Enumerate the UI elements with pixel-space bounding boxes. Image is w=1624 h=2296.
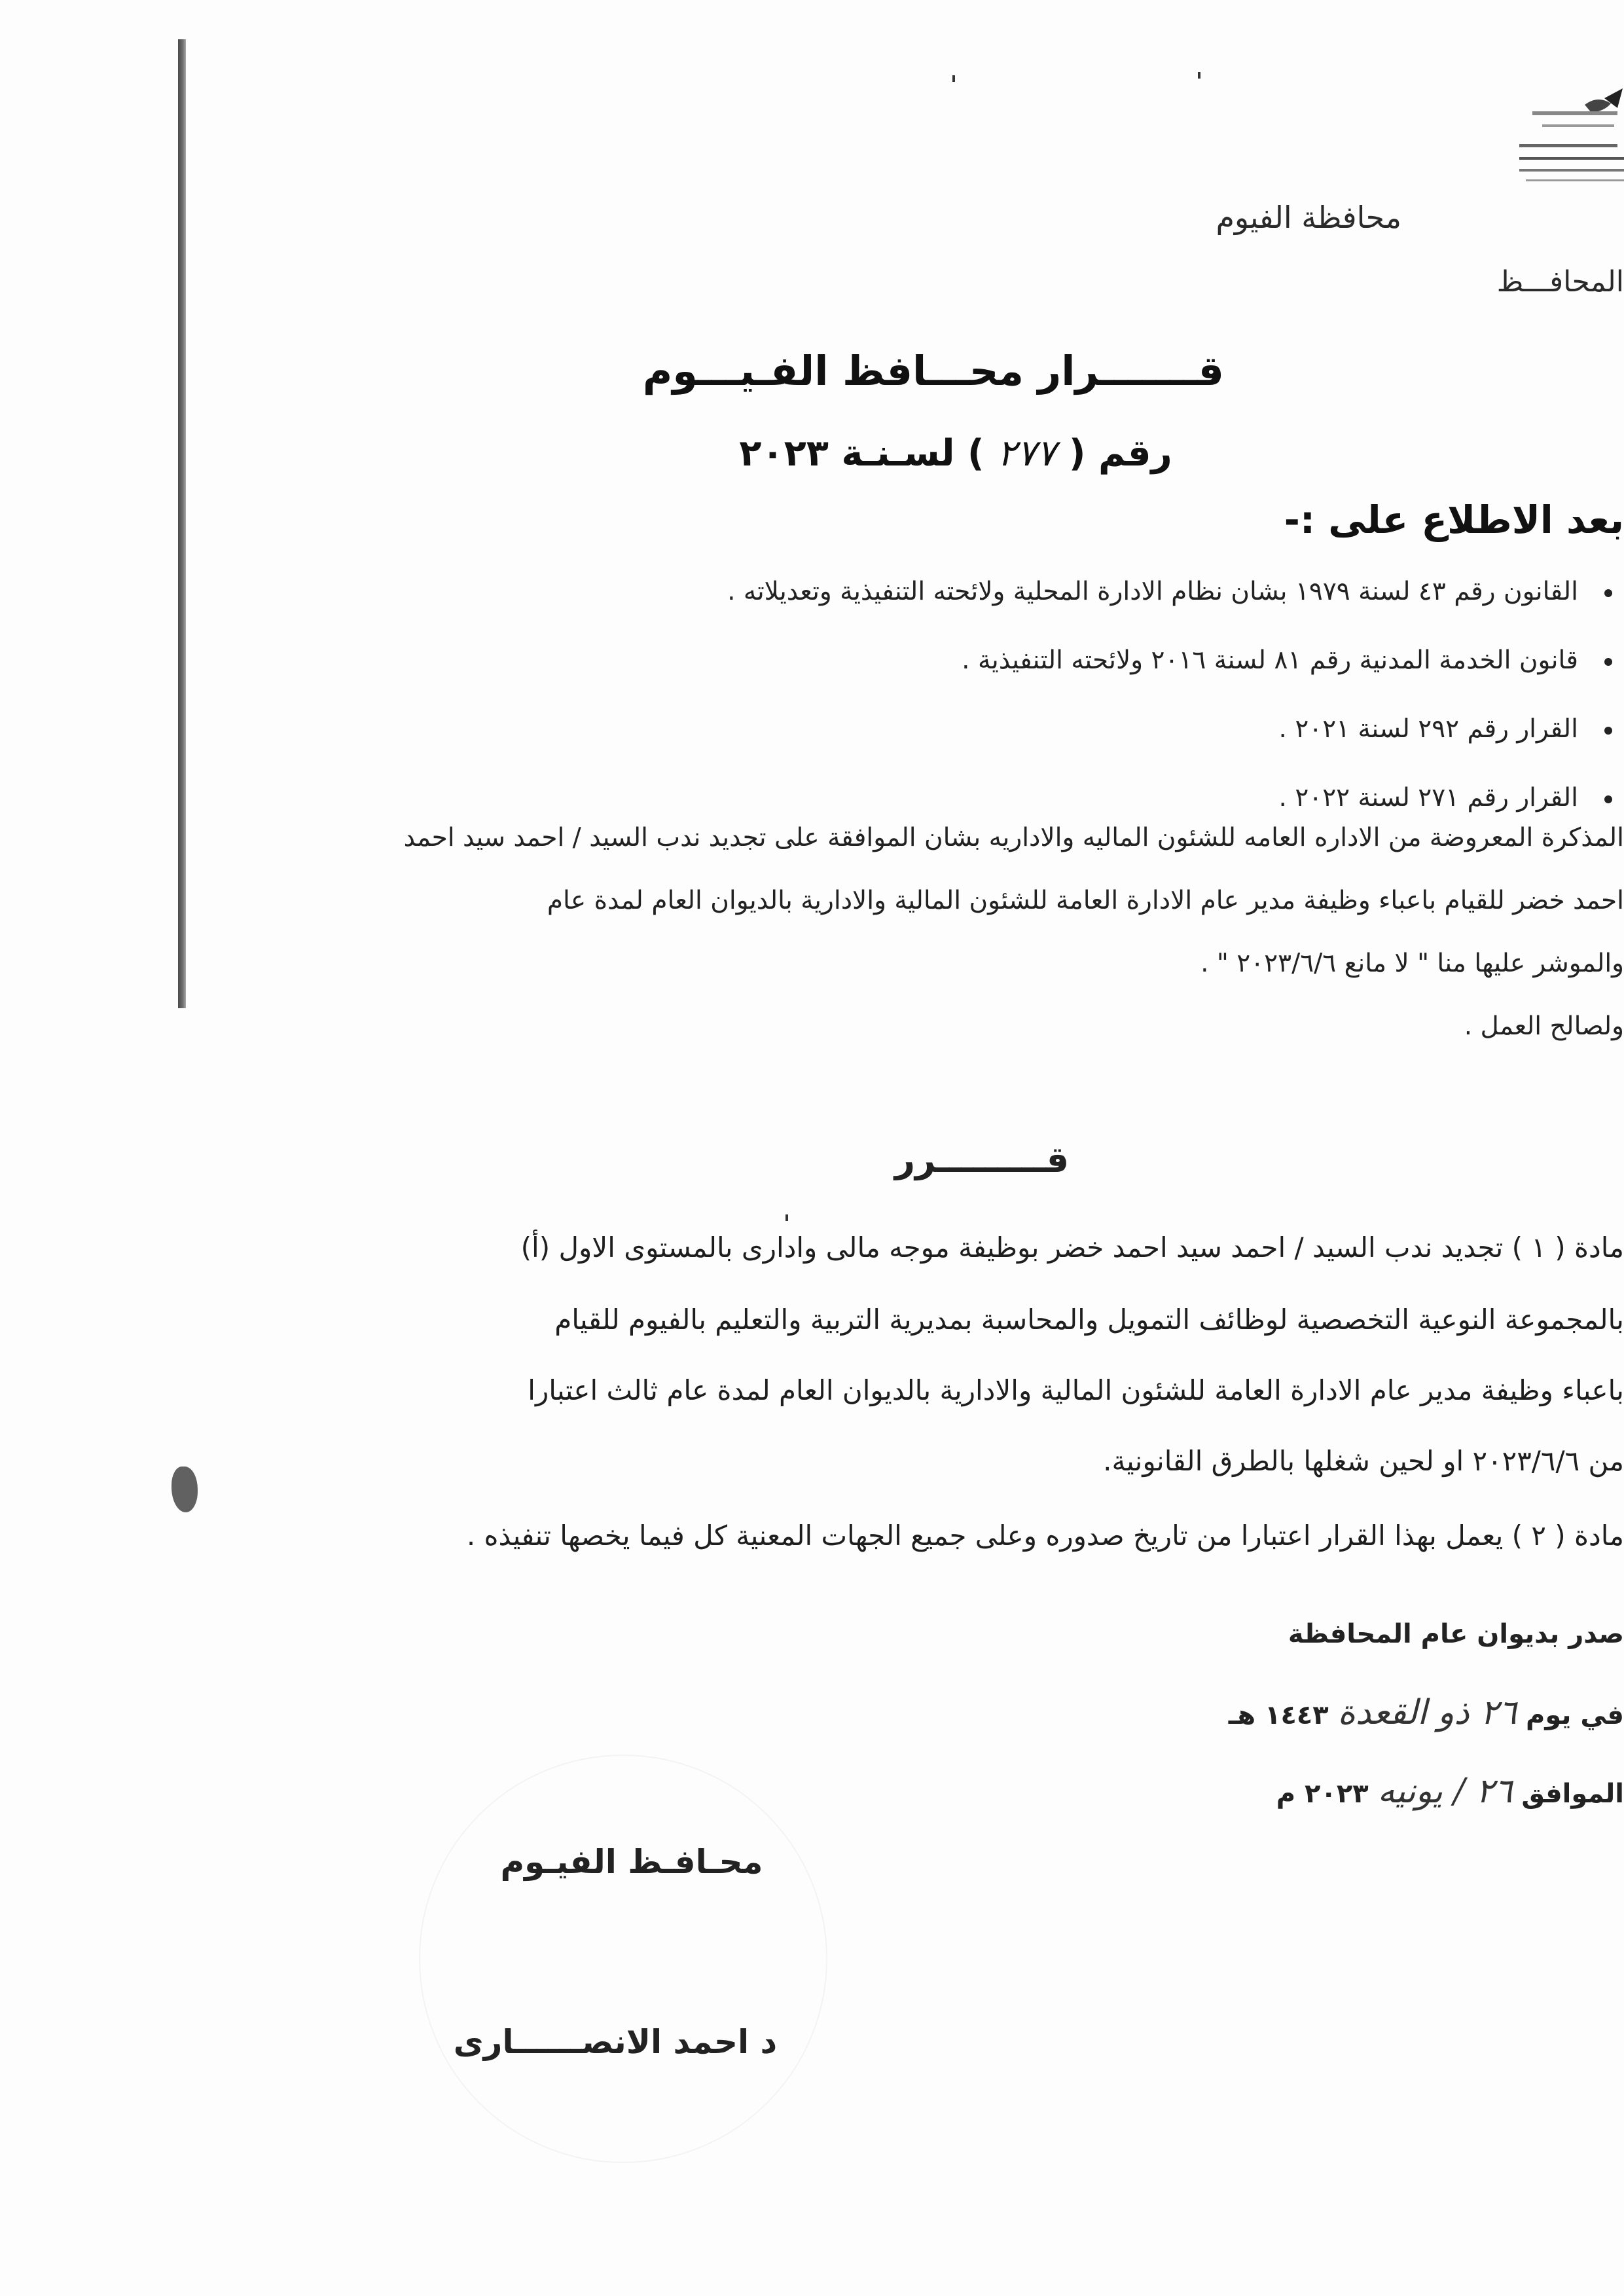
governorate-header: محافظة الفيوم	[1216, 200, 1401, 235]
list-item	[164, 576, 1624, 645]
office-header: المحافـــظ	[1496, 265, 1624, 299]
issuance-block	[1228, 1617, 1624, 1853]
list-item-text: القرار رقم ٢٩٢ لسنة ٢٠٢١ .	[1278, 714, 1578, 744]
decree-number: ٢٧٧	[997, 432, 1056, 475]
memo-line: ولصالح العمل .	[1464, 1011, 1624, 1041]
list-item	[164, 714, 1624, 782]
bullet-icon	[1604, 589, 1612, 597]
article-line: من ٢٠٢٣/٦/٦ او لحين شغلها بالطرق القانونية.	[1103, 1445, 1624, 1477]
list-item-text: القرار رقم ٢٧١ لسنة ٢٠٢٢ .	[1278, 783, 1578, 812]
number-label: رقم (	[1068, 432, 1172, 475]
greg-handwritten: ٢٦ / يونيه	[1377, 1772, 1513, 1811]
hijri-handwritten: ٢٦ ذو القعدة	[1337, 1693, 1517, 1732]
article-line: مادة ( ١ ) تجديد ندب السيد / احمد سيد احمد خضر بوظيفة موجه مالى وادارى بالمستوى الاول (أ)	[520, 1231, 1624, 1264]
memo-paragraph	[243, 822, 1624, 1073]
article-line: مادة ( ٢ ) يعمل بهذا القرار اعتبارا من تاريخ صدوره وعلى جميع الجهات المعنية كل فيما يخصها تنفيذه .	[466, 1520, 1624, 1552]
bullet-icon	[1604, 658, 1612, 666]
decree-title: قـــــــرار محـــافظ الفـيـــوم	[642, 347, 1224, 395]
article-line: باعباء وظيفة مدير عام الادارة العامة للشئون المالية والادارية بالديوان العام لمدة عام ثالث اعتبارا	[528, 1374, 1624, 1406]
article-2	[125, 1519, 1624, 1553]
bullet-icon	[1604, 727, 1612, 735]
signatory-title: محـافـظ الفيـوم	[500, 1843, 763, 1881]
hijri-year: ١٤٤٣ هـ	[1228, 1700, 1329, 1730]
memo-line: والموشر عليها منا " لا مانع ٢٠٢٣/٦/٦ " .	[1200, 949, 1624, 978]
memo-line: احمد خضر للقيام باعباء وظيفة مدير عام الادارة العامة للشئون المالية والادارية بالديوان العام لمدة عام	[547, 886, 1624, 915]
scan-edge-line	[178, 39, 186, 1008]
issued-at: صدر بديوان عام المحافظة	[1288, 1619, 1624, 1649]
memo-line: المذكرة المعروضة من الاداره العامه للشئون الماليه والاداريه بشان الموافقة على تجديد ندب السيد / احمد سيد احمد	[403, 823, 1624, 852]
hijri-prefix: في يوم	[1526, 1700, 1624, 1730]
preamble-heading: بعد الاطلاع على :-	[1284, 498, 1624, 542]
list-item-text: قانون الخدمة المدنية رقم ٨١ لسنة ٢٠١٦ ولائحته التنفيذية .	[962, 646, 1578, 675]
stamp-ghost	[419, 1755, 827, 2163]
preamble-list	[164, 576, 1624, 851]
article-line: بالمجموعة النوعية التخصصية لوظائف التمويل والمحاسبة بمديرية التربية والتعليم بالفيوم للقيام	[554, 1303, 1624, 1336]
article-1	[125, 1231, 1624, 1515]
gregorian-date	[1257, 1774, 1624, 1853]
scan-speck	[952, 75, 955, 82]
greg-year: ٢٠٢٣ م	[1276, 1779, 1369, 1809]
list-item-text: القانون رقم ٤٣ لسنة ١٩٧٩ بشان نظام الادارة المحلية ولائحته التنفيذية وتعديلاته .	[727, 577, 1578, 606]
decree-number-line	[687, 432, 1224, 475]
list-item	[164, 645, 1624, 714]
governorate-logo	[1506, 85, 1624, 190]
decree-year: لسـنـة ٢٠٢٣	[739, 432, 955, 475]
signatory-name: د احمد الانصــــــارى	[453, 2023, 778, 2061]
scan-speck	[1198, 72, 1200, 79]
scan-speck	[785, 1214, 788, 1221]
hijri-date	[1228, 1693, 1624, 1774]
number-close: )	[967, 432, 984, 475]
decision-heading: قـــــــــرر	[894, 1139, 1070, 1180]
greg-prefix: الموافق	[1521, 1779, 1624, 1809]
bullet-icon	[1604, 795, 1612, 803]
